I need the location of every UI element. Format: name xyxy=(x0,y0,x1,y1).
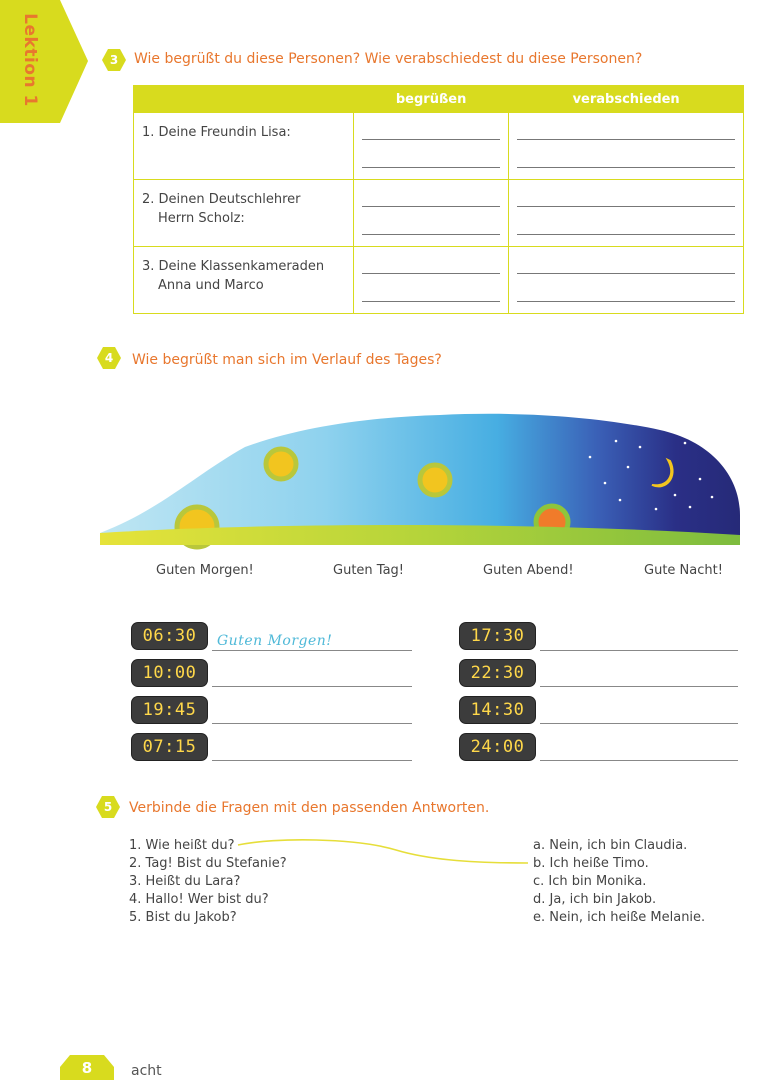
page-number-badge xyxy=(60,1055,114,1080)
digital-clock xyxy=(132,623,207,649)
write-line xyxy=(362,139,500,140)
exercise-4-badge xyxy=(97,347,121,369)
farewell-answer-cell[interactable] xyxy=(509,180,744,247)
table-row xyxy=(134,247,744,314)
answer-line[interactable] xyxy=(540,760,738,761)
sample-answer: Guten Morgen! xyxy=(217,633,333,649)
question-item: 3. Heißt du Lara? xyxy=(129,874,241,889)
answer-item: d. Ja, ich bin Jakob. xyxy=(533,892,657,907)
write-line xyxy=(517,273,735,274)
greet-answer-cell[interactable] xyxy=(354,247,509,314)
exercise-4-number: 4 xyxy=(104,351,114,365)
answer-item: a. Nein, ich bin Claudia. xyxy=(533,838,688,853)
digital-clock xyxy=(460,660,535,686)
answer-item: c. Ich bin Monika. xyxy=(533,874,647,889)
answer-line[interactable] xyxy=(540,686,738,687)
answer-item: b. Ich heiße Timo. xyxy=(533,856,649,871)
digital-clock xyxy=(132,697,207,723)
lesson-tab-label-wrap xyxy=(10,12,50,107)
clock-time: 24:00 xyxy=(470,737,525,757)
write-line xyxy=(362,273,500,274)
answer-line[interactable] xyxy=(540,650,738,651)
morning-sun-icon xyxy=(266,449,296,479)
clock-time: 14:30 xyxy=(470,700,525,720)
question-item: 1. Wie heißt du? xyxy=(129,838,235,853)
page-number: 8 xyxy=(81,1059,93,1077)
exercise-3-badge xyxy=(102,49,126,71)
exercise-4-title: Wie begrüßt man sich im Verlauf des Tages? xyxy=(132,352,442,368)
clock-time: 10:00 xyxy=(142,663,197,683)
farewell-answer-cell[interactable] xyxy=(509,247,744,314)
write-line xyxy=(517,234,735,235)
answer-line[interactable] xyxy=(540,723,738,724)
header-greet: begrüßen xyxy=(354,86,509,113)
exercise-3-title: Wie begrüßt du diese Personen? Wie verabschiedest du diese Personen? xyxy=(134,51,643,67)
table-row xyxy=(134,180,744,247)
greeting-night: Gute Nacht! xyxy=(644,563,723,578)
greeting-morning: Guten Morgen! xyxy=(156,563,254,578)
digital-clock xyxy=(460,623,535,649)
question-item: 5. Bist du Jakob? xyxy=(129,910,237,925)
midday-sun-icon xyxy=(420,465,450,495)
exercise-5-number: 5 xyxy=(103,800,113,814)
row-label xyxy=(134,113,354,180)
question-item: 2. Tag! Bist du Stefanie? xyxy=(129,856,287,871)
write-line xyxy=(362,301,500,302)
row-label-line: 3. Deine Klassenkameraden xyxy=(142,259,325,274)
clock-time: 19:45 xyxy=(142,700,197,720)
answer-line[interactable] xyxy=(212,650,412,651)
lesson-tab xyxy=(0,0,90,123)
write-line xyxy=(362,206,500,207)
row-label xyxy=(134,180,354,247)
row-label-line: 2. Deinen Deutschlehrer xyxy=(142,192,301,207)
write-line xyxy=(517,301,735,302)
clock-time: 06:30 xyxy=(142,626,197,646)
answer-line[interactable] xyxy=(212,723,412,724)
answer-line[interactable] xyxy=(212,760,412,761)
write-line xyxy=(517,206,735,207)
row-label-line: Herrn Scholz: xyxy=(158,211,245,226)
digital-clock xyxy=(132,734,207,760)
page-number-word: acht xyxy=(131,1063,162,1079)
header-farewell: verabschieden xyxy=(509,86,744,113)
table-row xyxy=(134,113,744,180)
clock-time: 07:15 xyxy=(142,737,197,757)
exercise-5-badge xyxy=(96,796,120,818)
write-line xyxy=(517,139,735,140)
exercise-3-number: 3 xyxy=(109,53,119,67)
write-line xyxy=(517,167,735,168)
digital-clock xyxy=(460,697,535,723)
answer-line[interactable] xyxy=(212,686,412,687)
clock-time: 22:30 xyxy=(470,663,525,683)
lesson-tab-label: Lektion 1 xyxy=(20,12,40,107)
write-line xyxy=(362,167,500,168)
greeting-table xyxy=(133,85,744,314)
row-label-line: Anna und Marco xyxy=(158,278,264,293)
digital-clock xyxy=(460,734,535,760)
row-label-line: 1. Deine Freundin Lisa: xyxy=(142,125,291,140)
greeting-table-header xyxy=(134,86,744,113)
write-line xyxy=(362,234,500,235)
greeting-day: Guten Tag! xyxy=(333,563,404,578)
greet-answer-cell[interactable] xyxy=(354,113,509,180)
question-item: 4. Hallo! Wer bist du? xyxy=(129,892,269,907)
row-label xyxy=(134,247,354,314)
exercise-5-title: Verbinde die Fragen mit den passenden Antworten. xyxy=(129,800,490,816)
header-empty xyxy=(134,86,354,113)
answer-item: e. Nein, ich heiße Melanie. xyxy=(533,910,706,925)
greeting-evening: Guten Abend! xyxy=(483,563,574,578)
match-connector-line xyxy=(236,836,531,866)
farewell-answer-cell[interactable] xyxy=(509,113,744,180)
digital-clock xyxy=(132,660,207,686)
day-sky-illustration xyxy=(100,405,745,550)
greet-answer-cell[interactable] xyxy=(354,180,509,247)
clock-time: 17:30 xyxy=(470,626,525,646)
